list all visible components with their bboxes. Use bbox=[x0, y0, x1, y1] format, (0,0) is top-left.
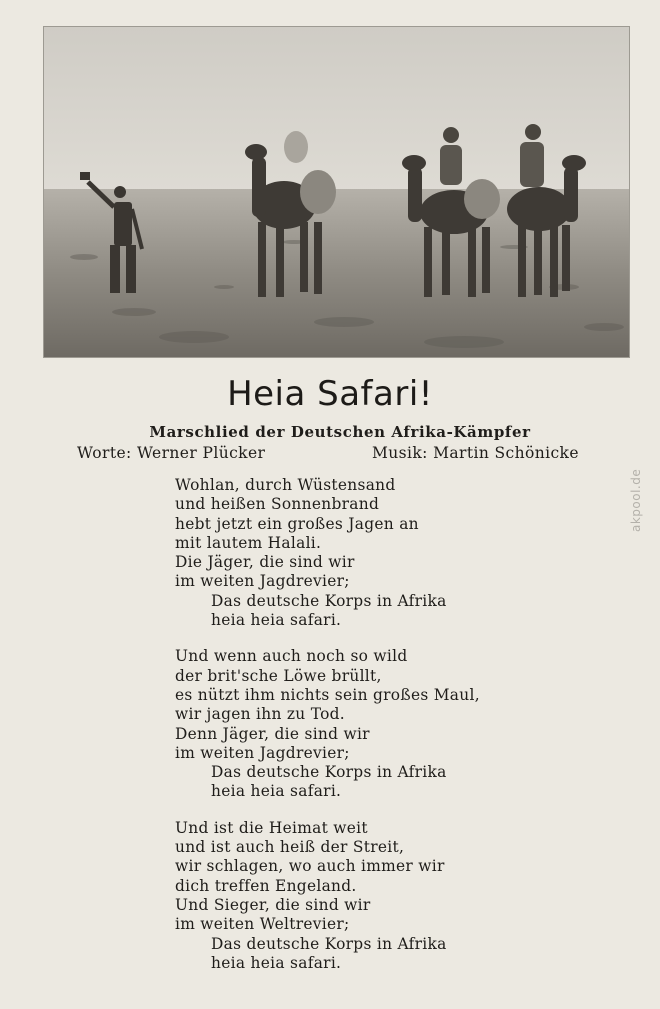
lyric-line: und heißen Sonnenbrand bbox=[175, 495, 380, 514]
refrain-line: heia heia safari. bbox=[211, 782, 342, 801]
lyric-line: Und wenn auch noch so wild bbox=[175, 647, 408, 666]
lyric-line: hebt jetzt ein großes Jagen an bbox=[175, 514, 419, 533]
lyric-line: Und Sieger, die sind wir bbox=[175, 895, 371, 914]
lyric-line: Denn Jäger, die sind wir bbox=[175, 724, 370, 743]
watermark: akpool.de bbox=[629, 468, 643, 532]
song-subtitle: Marschlied der Deutschen Afrika-Kämpfer bbox=[149, 423, 531, 441]
refrain-line: heia heia safari. bbox=[211, 611, 342, 630]
refrain-line: heia heia safari. bbox=[211, 953, 342, 972]
lyric-line: Und ist die Heimat weit bbox=[175, 818, 368, 837]
lyric-line: im weiten Jagdrevier; bbox=[175, 572, 350, 591]
lyric-line: im weiten Weltrevier; bbox=[175, 915, 350, 934]
stanza-1 bbox=[175, 476, 480, 630]
lyric-line: dich treffen Engeland. bbox=[175, 876, 357, 895]
lyric-line: wir schlagen, wo auch immer wir bbox=[175, 857, 445, 876]
lyric-line: der brit'sche Löwe brüllt, bbox=[175, 666, 382, 685]
lyric-line: es nützt ihm nichts sein großes Maul, bbox=[175, 685, 480, 704]
refrain-line: Das deutsche Korps in Afrika bbox=[211, 591, 447, 610]
lyric-line: Wohlan, durch Wüstensand bbox=[175, 476, 396, 494]
lyric-line: und ist auch heiß der Streit, bbox=[175, 838, 405, 857]
refrain-line: Das deutsche Korps in Afrika bbox=[211, 763, 447, 782]
refrain-line: Das deutsche Korps in Afrika bbox=[211, 934, 447, 953]
lyric-line: wir jagen ihn zu Tod. bbox=[175, 705, 345, 724]
song-title: Heia Safari! bbox=[227, 374, 433, 414]
lyric-line: mit lautem Halali. bbox=[175, 533, 322, 552]
stanza-2 bbox=[175, 647, 480, 801]
lyric-line: im weiten Jagdrevier; bbox=[175, 743, 350, 762]
desert-caravan-photo bbox=[43, 26, 630, 358]
stanza-3 bbox=[175, 819, 480, 973]
composer-credit: Musik: Martin Schönicke bbox=[372, 444, 579, 462]
photo-illustration bbox=[44, 27, 629, 357]
lyrics bbox=[175, 476, 480, 990]
lyricist-credit: Worte: Werner Plücker bbox=[77, 444, 266, 462]
lyric-line: Die Jäger, die sind wir bbox=[175, 553, 355, 572]
